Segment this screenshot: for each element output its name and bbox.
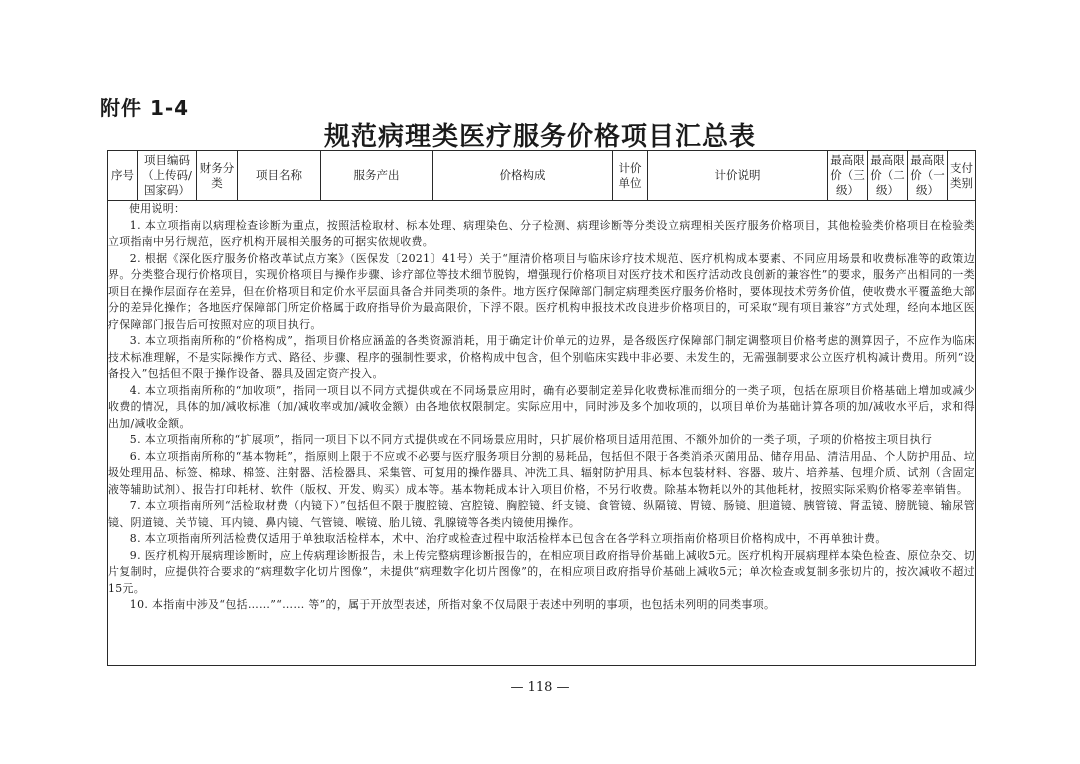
header-fin-class: 财务分类 — [197, 151, 238, 201]
header-name: 项目名称 — [238, 151, 321, 201]
note-8: 8. 本立项指南所列活检费仅适用于单独取活检样本，术中、治疗或检查过程中取活检样本已包含在各学科立项指南价格项目价格构成中，不再单独计费。 — [129, 532, 887, 545]
header-seq: 序号 — [108, 151, 138, 201]
header-max-price-level1: 最高限价（一级） — [908, 151, 948, 201]
note-9: 9. 医疗机构开展病理诊断时，应上传病理诊断报告，未上传完整病理诊断报告的，在相应项目政府指导价基础上减收5元。医疗机构开展病理样本染色检查、原位杂交、切片复制时，应提供符合要求的“病理数字化切片图像”，未提供“病理数字化切片图像”的，在相应项目政府指导价基础上减收5元；单次检查或复制多张切片的，按次减收不超过15元。 — [108, 548, 975, 595]
table-header-row — [108, 151, 976, 201]
notes-row — [108, 201, 976, 666]
note-1: 1. 本立项指南以病理检查诊断为重点，按照活检取材、标本处理、病理染色、分子检测、病理诊断等分类设立病理相关医疗服务价格项目，其他检验类价格项目在检验类立项指南中另行规范，医疗机构开展相关服务的可据实依规收费。 — [108, 218, 975, 248]
attachment-label: 附件 1-4 — [100, 96, 190, 120]
note-4: 4. 本立项指南所称的“加收项”，指同一项目以不同方式提供或在不同场景应用时，确有必要制定差异化收费标准而细分的一类子项，包括在原项目价格基础上增加或减少收费的情况，具体的加/减收标准（加/减收率或加/减收金额）由各地依权限制定。实际应用中，同时涉及多个加收项的，以项目单价为基础计算各项的加/减收水平后，求和得出加/减收金额。 — [108, 383, 975, 430]
header-code: 项目编码（上传码/国家码） — [138, 151, 197, 201]
price-table — [107, 150, 976, 666]
header-pricing-note: 计价说明 — [648, 151, 828, 201]
header-pay-class: 支付类别 — [948, 151, 976, 201]
header-unit: 计价单位 — [613, 151, 648, 201]
usage-notes — [108, 201, 976, 666]
notes-heading: 使用说明： — [129, 202, 186, 215]
note-5: 5. 本立项指南所称的“扩展项”，指同一项目下以不同方式提供或在不同场景应用时，只扩展价格项目适用范围、不额外加价的一类子项，子项的价格按主项目执行 — [129, 433, 933, 446]
note-6: 6. 本立项指南所称的“基本物耗”，指原则上限于不应或不必要与医疗服务项目分割的易耗品，包括但不限于各类消杀灭菌用品、储存用品、清洁用品、个人防护用品、垃圾处理用品、标签、棉球、棉签、注射器、活检器具、采集管、可复用的操作器具、冲洗工具、辐射防护用具、标本包装材料、容器、玻片、培养基、包埋介质、试剂（含固定液等辅助试剂）、报告打印耗材、软件（版权、开发、购买）成本等。基本物耗成本计入项目价格，不另行收费。除基本物耗以外的其他耗材，按照实际采购价格零差率销售。 — [108, 449, 975, 496]
header-price-composition: 价格构成 — [433, 151, 613, 201]
header-max-price-level3: 最高限价（三级） — [828, 151, 868, 201]
page-number: — 118 — — [510, 680, 570, 695]
note-7: 7. 本立项指南所列“活检取材费（内镜下）”包括但不限于腹腔镜、宫腔镜、胸腔镜、纤支镜、食管镜、纵隔镜、胃镜、肠镜、胆道镜、胰管镜、肾盂镜、膀胱镜、输尿管镜、阴道镜、关节镜、耳内镜、鼻内镜、气管镜、喉镜、胎儿镜、乳腺镜等各类内镜使用操作。 — [108, 499, 975, 529]
note-2: 2. 根据《深化医疗服务价格改革试点方案》（医保发〔2021〕41号）关于“厘清价格项目与临床诊疗技术规范、医疗机构成本要素、不同应用场景和收费标准等的政策边界。分类整合现行价格项目，实现价格项目与操作步骤、诊疗部位等技术细节脱钩，增强现行价格项目对医疗技术和医疗活动改良创新的兼容性”的要求，服务产出相同的一类项目在操作层面存在差异，但在价格项目和定价水平层面具备合并同类项的条件。地方医疗保障部门制定病理类医疗服务价格时，要体现技术劳务价值，使收费水平覆盖绝大部分的差异化操作；各地医疗保障部门所定价格属于政府指导价为最高限价，下浮不限。医疗机构申报技术改良进步价格项目的，可采取“现有项目兼容”方式处理，经向本地区医疗保障部门报告后可按照对应的项目执行。 — [108, 251, 975, 331]
page-title: 规范病理类医疗服务价格项目汇总表 — [323, 122, 756, 152]
header-max-price-level2: 最高限价（二级） — [868, 151, 908, 201]
header-output: 服务产出 — [321, 151, 433, 201]
note-10: 10. 本指南中涉及“包括……”“…… 等”的，属于开放型表述，所指对象不仅局限于表述中列明的事项，也包括未列明的同类事项。 — [129, 598, 776, 611]
note-3: 3. 本立项指南所称的“价格构成”，指项目价格应涵盖的各类资源消耗，用于确定计价单元的边界，是各级医疗保障部门制定调整项目价格考虑的测算因子，不应作为临床技术标准理解，不是实际操作方式、路径、步骤、程序的强制性要求，价格构成中包含，但个别临床实践中非必要、未发生的，无需强制要求公立医疗机构减计费用。所列“设备投入”包括但不限于操作设备、器具及固定资产投入。 — [108, 334, 975, 380]
